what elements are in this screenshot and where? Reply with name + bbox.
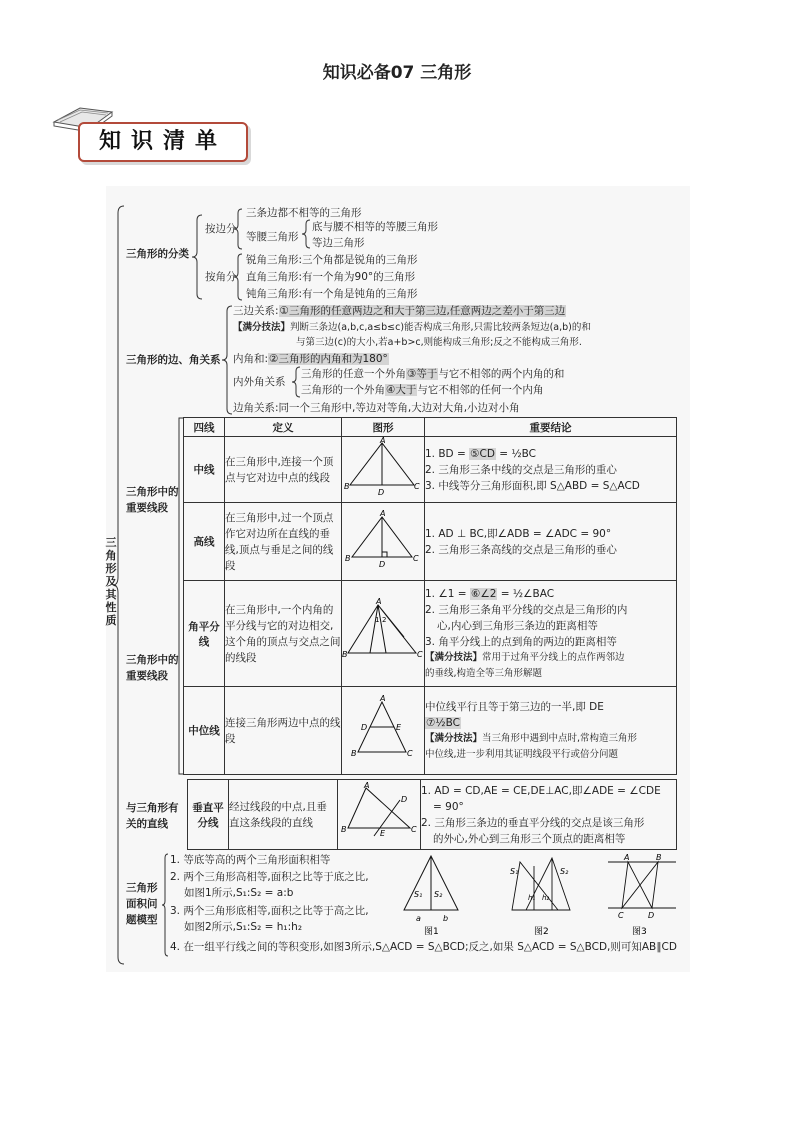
perp-bisector-name: 垂直平分线 bbox=[188, 780, 229, 850]
edge-angle-relation: 边角关系:同一个三角形中,等边对等角,大边对大角,小边对小角 bbox=[233, 402, 520, 414]
area-rule-1: 1. 等底等高的两个三角形面积相等 bbox=[170, 854, 331, 866]
svg-text:C: C bbox=[413, 554, 419, 563]
svg-text:A: A bbox=[624, 853, 630, 862]
svg-text:S₂: S₂ bbox=[560, 867, 569, 876]
area-figure-2 bbox=[506, 852, 578, 938]
isosceles-label: 等腰三角形 bbox=[246, 231, 299, 243]
altitude-name: 高线 bbox=[184, 503, 225, 581]
area-rule-3a: 3. 两个三角形底相等,面积之比等于高之比, bbox=[170, 905, 369, 917]
svg-text:B: B bbox=[345, 554, 351, 563]
svg-text:h₁: h₁ bbox=[528, 894, 536, 902]
area-models-label: 三角形面积问题模型 bbox=[126, 882, 158, 926]
header-conclusion: 重要结论 bbox=[425, 418, 677, 437]
area-rule-4: 4. 在一组平行线之间的等积变形,如图3所示,S△ACD = S△BCD;反之,如果 S△ACD = S△BCD,则可知AB∥CD bbox=[170, 941, 677, 953]
by-angle-label: 按角分 bbox=[205, 271, 237, 283]
table-row-altitude bbox=[184, 503, 677, 581]
svg-text:b: b bbox=[443, 914, 449, 923]
fig2-caption: 图2 bbox=[534, 927, 549, 937]
svg-text:A: A bbox=[364, 782, 370, 790]
bisector-conclusion: 1. ∠1 = ⑥∠2 = ½∠BAC 2. 三角形三条角平分线的交点是三角形的内 心,内心到三角形三条边的距离相等 3. 角平分线上的点到角的两边的距离相等 【满分技法】常用于过角平分线上的点作两邻边 的垂线,构造全等三角形解题 bbox=[425, 581, 677, 687]
svg-text:E: E bbox=[380, 829, 386, 838]
iso-brace bbox=[300, 219, 312, 249]
svg-text:D: D bbox=[648, 911, 655, 920]
important-lines-label-a: 三角形中的重要线段 bbox=[126, 486, 179, 514]
page-title: 知识必备07 三角形 bbox=[322, 63, 472, 83]
by-side-label: 按边分 bbox=[205, 223, 237, 235]
angle-type-2: 直角三角形:有一个角为90°的三角形 bbox=[246, 271, 416, 283]
section-badge bbox=[78, 122, 248, 162]
perp-bisector-def: 经过线段的中点,且垂直这条线段的直线 bbox=[229, 780, 338, 850]
table-row-bisector bbox=[184, 581, 677, 687]
header-lines: 四线 bbox=[184, 418, 225, 437]
svg-text:E: E bbox=[396, 723, 402, 732]
bisector-def: 在三角形中,一个内角的平分线与它的对边相交,这个角的顶点与交点之间的线段 bbox=[225, 581, 342, 687]
midline-name: 中位线 bbox=[184, 687, 225, 775]
svg-text:A: A bbox=[380, 437, 386, 445]
side-tip-line1: 【满分技法】判断三条边(a,b,c,a≤b≤c)能否构成三角形,只需比较两条短边(a,b)的和 bbox=[233, 322, 591, 333]
svg-text:D: D bbox=[401, 795, 408, 804]
header-definition: 定义 bbox=[225, 418, 342, 437]
median-name: 中线 bbox=[184, 437, 225, 503]
side-tip-line2: 与第三边(c)的大小,若a+b>c,则能构成三角形;反之不能构成三角形. bbox=[296, 337, 582, 348]
midline-figure bbox=[342, 687, 425, 775]
answer-blank-2: ②三角形的内角和为180° bbox=[269, 353, 388, 365]
side-relation: 三边关系:①三角形的任意两边之和大于第三边,任意两边之差小于第三边 bbox=[233, 305, 566, 317]
badge-text: 知识清单 bbox=[98, 129, 227, 154]
svg-text:B: B bbox=[351, 749, 357, 758]
sides-angles-label: 三角形的边、角关系 bbox=[126, 354, 221, 366]
svg-text:B: B bbox=[344, 482, 350, 491]
ext-angle-rule-1: 三角形的任意一个外角③等于与它不相邻的两个内角的和 bbox=[301, 368, 565, 380]
answer-blank-4: ④大于 bbox=[386, 384, 417, 396]
sides-brace bbox=[220, 305, 234, 415]
median-conclusion: 1. BD = ⑤CD = ½BC 2. 三角形三条中线的交点是三角形的重心 3. 中线等分三角形面积,即 S△ABD = S△ACD bbox=[425, 437, 677, 503]
svg-text:A: A bbox=[380, 509, 386, 518]
altitude-figure bbox=[342, 503, 425, 581]
area-rule-2a: 2. 两个三角形高相等,面积之比等于底之比, bbox=[170, 871, 369, 883]
angle-type-1: 锐角三角形:三个角都是锐角的三角形 bbox=[246, 254, 418, 266]
svg-text:B: B bbox=[656, 853, 662, 862]
svg-text:A: A bbox=[380, 694, 386, 703]
inner-angle-sum: 内角和:②三角形的内角和为180° bbox=[233, 353, 388, 365]
answer-blank-7: ⑦½BC bbox=[426, 716, 460, 729]
svg-text:C: C bbox=[407, 749, 413, 758]
table-row-midline bbox=[184, 687, 677, 775]
classify-label: 三角形的分类 bbox=[126, 248, 189, 260]
side-type-1: 三条边都不相等的三角形 bbox=[246, 207, 362, 219]
svg-text:1: 1 bbox=[375, 616, 380, 624]
ext-angle-label: 内外角关系 bbox=[233, 376, 286, 388]
svg-text:B: B bbox=[341, 825, 347, 834]
fig3-caption: 图3 bbox=[632, 927, 647, 937]
svg-text:C: C bbox=[414, 482, 420, 491]
root-label: 三 角 形 及 其 性 质 bbox=[105, 536, 117, 627]
lines-table bbox=[183, 417, 677, 775]
altitude-conclusion: 1. AD ⊥ BC,即∠ADB = ∠ADC = 90° 2. 三角形三条高线的交点是三角形的垂心 bbox=[425, 503, 677, 581]
svg-text:D: D bbox=[378, 488, 385, 497]
altitude-def: 在三角形中,过一个顶点作它对边所在直线的垂线,顶点与垂足之间的线段 bbox=[225, 503, 342, 581]
important-lines-label-b: 三角形中的重要线段 bbox=[126, 654, 179, 682]
angle-type-3: 钝角三角形:有一个角是钝角的三角形 bbox=[246, 288, 418, 300]
area-rule-2b: 如图1所示,S₁:S₂ = a:b bbox=[184, 887, 294, 899]
svg-text:2: 2 bbox=[382, 616, 387, 624]
table-row-median bbox=[184, 437, 677, 503]
area-figure-1 bbox=[398, 852, 464, 938]
bisector-figure bbox=[342, 581, 425, 687]
area-figure-3 bbox=[604, 852, 680, 938]
svg-text:C: C bbox=[417, 650, 423, 659]
classify-brace bbox=[190, 214, 204, 300]
bisector-name: 角平分线 bbox=[184, 581, 225, 687]
svg-text:S₁: S₁ bbox=[510, 867, 519, 876]
perp-bisector-table bbox=[187, 779, 677, 850]
median-figure bbox=[342, 437, 425, 503]
midline-conclusion: 中位线平行且等于第三边的一半,即 DE ⑦½BC 【满分技法】当三角形中遇到中点时,常构造三角形 中位线,进一步利用其证明线段平行或倍分问题 bbox=[425, 687, 677, 775]
svg-text:a: a bbox=[416, 914, 421, 923]
svg-text:D: D bbox=[361, 723, 368, 732]
perp-bisector-conclusion: 1. AD = CD,AE = CE,DE⊥AC,即∠ADE = ∠CDE = 90° 2. 三角形三条边的垂直平分线的交点是该三角形 的外心,外心到三角形三个顶点的距离相等 bbox=[421, 780, 677, 850]
perp-bisector-figure bbox=[338, 780, 421, 850]
svg-text:B: B bbox=[342, 650, 348, 659]
svg-text:S₂: S₂ bbox=[434, 890, 443, 899]
answer-blank-6: ⑥∠2 bbox=[470, 587, 497, 600]
svg-text:C: C bbox=[411, 825, 417, 834]
svg-text:S₁: S₁ bbox=[414, 890, 423, 899]
answer-blank-5: ⑤CD bbox=[470, 447, 495, 460]
midline-def: 连接三角形两边中点的线段 bbox=[225, 687, 342, 775]
answer-blank-1: ①三角形的任意两边之和大于第三边,任意两边之差小于第三边 bbox=[279, 305, 566, 317]
svg-text:C: C bbox=[618, 911, 624, 920]
header-figure: 图形 bbox=[342, 418, 425, 437]
svg-text:D: D bbox=[379, 560, 386, 569]
ext-angle-rule-2: 三角形的一个外角④大于与它不相邻的任何一个内角 bbox=[301, 384, 544, 396]
iso-type-1: 底与腰不相等的等腰三角形 bbox=[312, 221, 438, 233]
svg-text:A: A bbox=[376, 597, 382, 606]
area-rule-3b: 如图2所示,S₁:S₂ = h₁:h₂ bbox=[184, 921, 303, 933]
related-lines-label: 与三角形有关的直线 bbox=[126, 802, 179, 830]
iso-type-2: 等边三角形 bbox=[312, 237, 365, 249]
answer-blank-3: ③等于 bbox=[407, 368, 438, 380]
area-brace bbox=[160, 853, 170, 957]
table-row-perp-bisector bbox=[188, 780, 677, 850]
side-brace bbox=[232, 208, 244, 250]
angle-brace bbox=[232, 253, 244, 301]
svg-text:h₂: h₂ bbox=[542, 894, 550, 902]
median-def: 在三角形中,连接一个顶点与它对边中点的线段 bbox=[225, 437, 342, 503]
fig1-caption: 图1 bbox=[424, 927, 439, 937]
